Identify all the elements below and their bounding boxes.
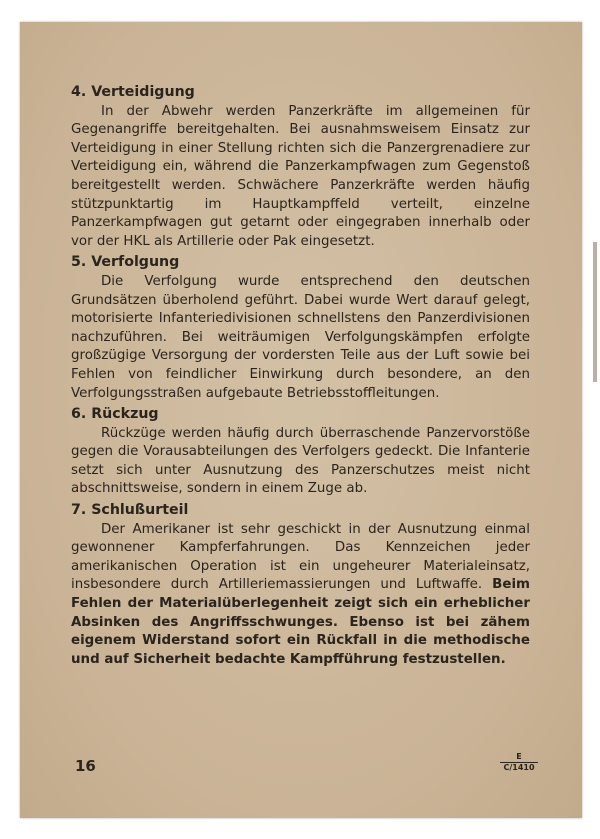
- page-content: [71, 81, 530, 669]
- print-code-top: E: [500, 752, 538, 763]
- section-text-schlussurteil: [71, 521, 530, 670]
- page-number: 16: [75, 757, 96, 775]
- section-text-verfolgung: Die Verfolgung wurde entsprechend den deutschen Grundsätzen überholend geführt. Dabei wurde Wert darauf gelegt, motorisierte Infanteriedivisionen schnellstens den Panzerdivisionen nachzuführen. Bei weiträumigen Verfolgungskämpfen erfolgte großzügige Versorgung der vordersten Teile aus der Luft sowie bei Fehlen von feindlicher Einwirkung durch besondere, an den Verfolgungsstraßen aufgebaute Betriebsstoffleitungen.: [71, 273, 530, 401]
- section-heading-verteidigung: 4. Verteidigung: [71, 84, 195, 100]
- section-heading-schlussurteil: 7. Schlußurteil: [71, 502, 189, 519]
- section-text-verteidigung: In der Abwehr werden Panzerkräfte im allgemeinen für Gegenangriffe bereitgehalten. Bei ausnahmsweisem Einsatz zur Verteidigung in einer Stellung richten sich die Panzergrenadiere zur Verteidigung ein, während die Panzerkampfwagen zum Gegenstoß bereitgestellt werden. Schwächere Panzerkräfte werden häufig stützpunktartig im Hauptkampffeld verteilt, einzelne Panzerkampfwagen gut getarnt oder eingegraben innerhalb oder vor der HKL als Artillerie oder Pak eingesetzt.: [71, 103, 530, 249]
- page-edge-shadow: [593, 242, 597, 382]
- section-heading-verfolgung: 5. Verfolgung: [71, 254, 180, 271]
- schlussurteil-plain-text: Der Amerikaner ist sehr geschickt in der Ausnutzung einmal gewonnener Kampferfahrungen. Das Kennzeichen jeder amerikanischen Operation ist ein ungeheurer Materialeinsatz, insbesondere durch Artilleriemassierungen und Luftwaffe.: [71, 521, 530, 593]
- section-text-rueckzug: Rückzüge werden häufig durch überraschende Panzervorstöße gegen die Vorausabteilungen des Verfolgers gedeckt. Die Infanterie setzt sich unter Ausnutzung des Panzerschutzes meist nicht abschnittsweise, sondern in einem Zuge ab.: [71, 425, 530, 497]
- print-code: [500, 752, 538, 773]
- section-heading-rueckzug: 6. Rückzug: [71, 406, 159, 423]
- print-code-bottom: C/1410: [503, 763, 535, 772]
- schlussurteil-bold-text: Beim Fehlen der Materialüberlegenheit zeigt sich ein erheblicher Absinken des Angriffsschwunges. Ebenso ist bei zähem eigenem Widerstand sofort ein Rückfall in die methodische und auf Sicherheit bedachte Kampfführung festzustellen.: [71, 577, 530, 667]
